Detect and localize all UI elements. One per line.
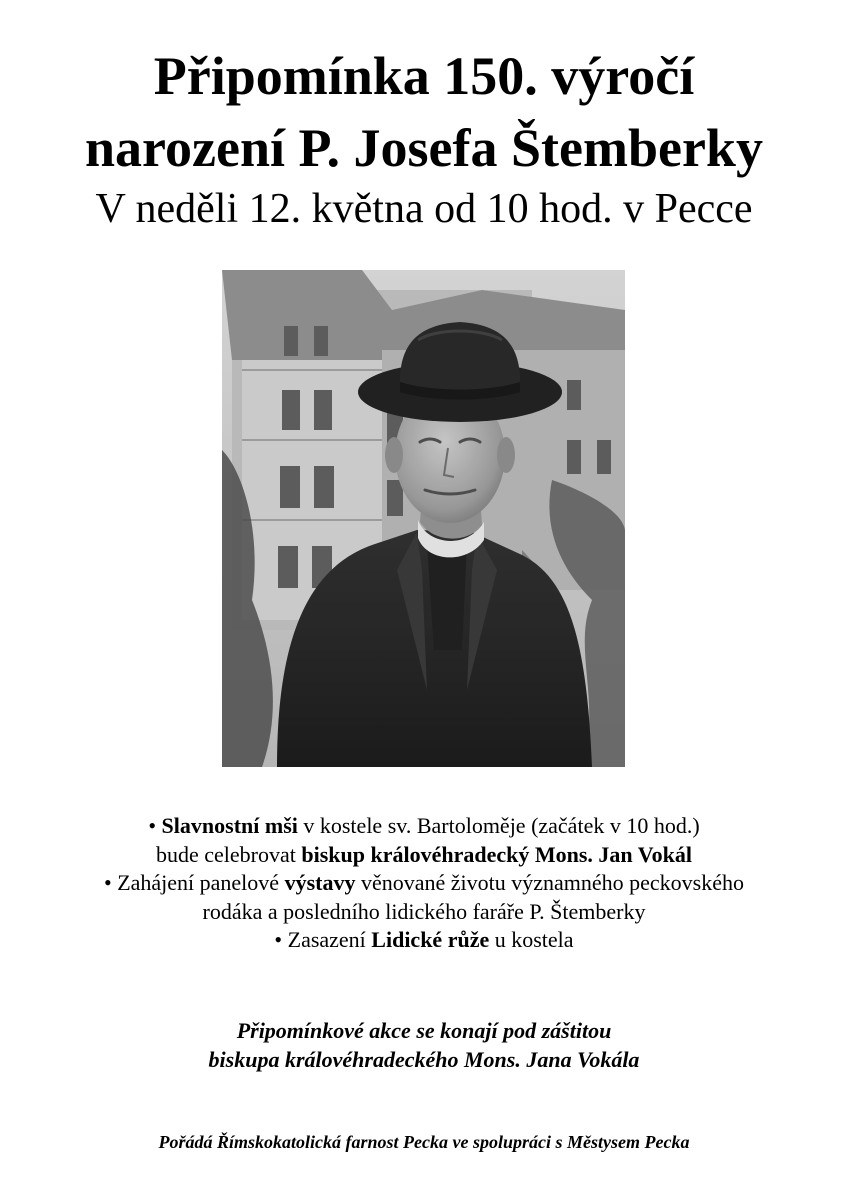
event-date-subtitle: V neděli 12. května od 10 hod. v Pecce — [95, 186, 753, 232]
program-item-rose-text: Zasazení — [282, 927, 372, 952]
program-list — [0, 812, 848, 955]
program-item-mass-text-2: bude celebrovat — [156, 841, 302, 867]
program-item-exhibition-text-2: věnované životu významného peckovského — [355, 870, 744, 895]
patronage-line-1: Připomínkové akce se konají pod záštitou — [236, 1018, 612, 1043]
program-item-mass-celebrant — [0, 841, 848, 870]
program-item-exhibition-bold: výstavy — [284, 870, 356, 895]
program-item-exhibition — [0, 869, 848, 898]
program-item-rose-text-2: u kostela — [489, 927, 574, 952]
program-item-mass-celebrant-bold: biskup královéhradecký Mons. Jan Vokál — [301, 841, 692, 867]
program-item-mass-text: v kostele sv. Bartoloměje (začátek v 10 hod.) — [297, 813, 700, 838]
organizer-note: Pořádá Římskokatolická farnost Pecka ve spolupráci s Městysem Pecka — [158, 1132, 690, 1152]
title-line-1: Připomínka 150. výročí — [153, 46, 695, 106]
program-item-exhibition-cont: rodáka a posledního lidického faráře P. Štemberky — [202, 898, 646, 924]
program-item-exhibition-text: Zahájení panelové — [111, 870, 285, 895]
program-item-mass-bold: Slavnostní mši — [161, 813, 298, 838]
patronage-line-2: biskupa královéhradeckého Mons. Jana Vokála — [208, 1047, 640, 1072]
bullet: • — [148, 813, 157, 838]
title-line-2: narození P. Josefa Štemberky — [85, 118, 763, 178]
bullet: • — [103, 870, 112, 895]
bullet: • — [274, 927, 283, 952]
program-item-rose — [0, 926, 848, 955]
program-item-mass — [0, 812, 848, 841]
program-item-rose-bold: Lidické růže — [371, 927, 490, 952]
portrait-photo — [222, 270, 625, 767]
patronage-note — [0, 1016, 848, 1074]
